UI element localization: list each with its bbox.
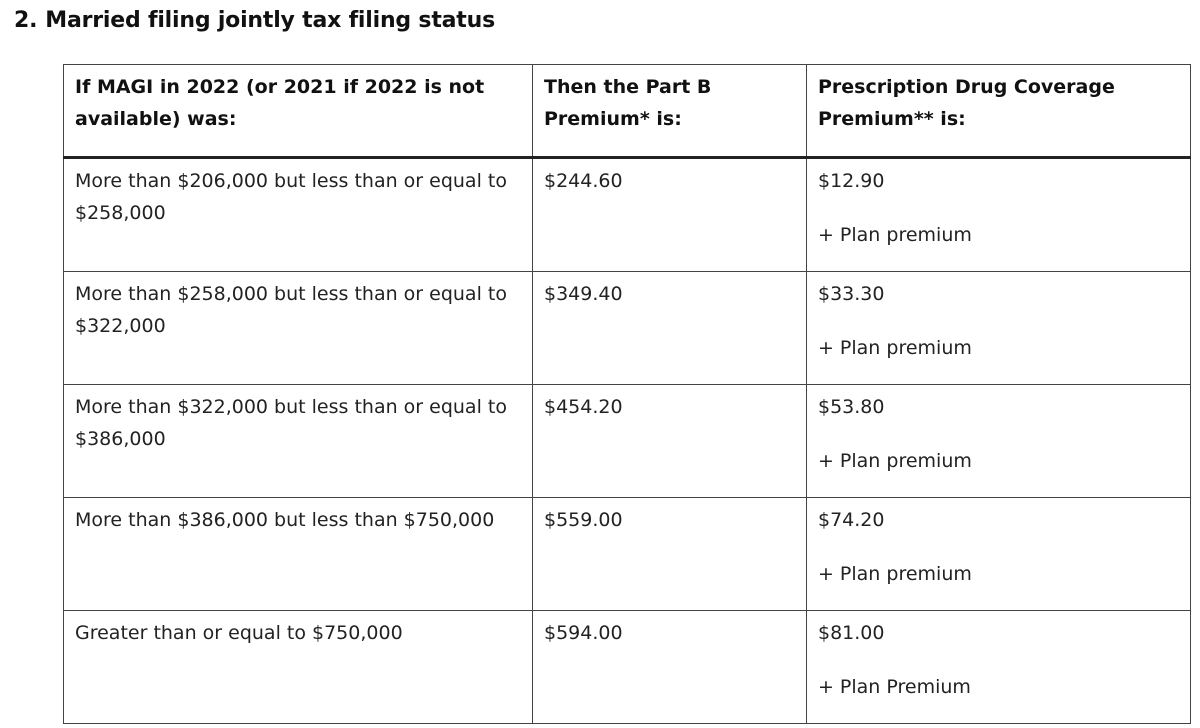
- section-title: Married filing jointly tax filing status: [45, 8, 495, 33]
- part-b-cell: $454.20: [533, 385, 807, 498]
- drug-cell: [807, 385, 1191, 498]
- header-drug-coverage-premium: Prescription Drug Coverage Premium** is:: [807, 65, 1191, 158]
- part-b-cell: $559.00: [533, 498, 807, 611]
- part-b-cell: $594.00: [533, 611, 807, 724]
- section-heading: [14, 8, 495, 33]
- plan-premium-label: Plan premium: [839, 337, 972, 359]
- table-row: [64, 611, 1191, 724]
- drug-cell: [807, 272, 1191, 385]
- table-row: [64, 158, 1191, 272]
- magi-cell: Greater than or equal to $750,000: [64, 611, 533, 724]
- plan-premium-line: [818, 558, 1180, 590]
- drug-premium-value: $74.20: [818, 509, 885, 531]
- plan-premium-label: Plan premium: [839, 563, 972, 585]
- plus-sign: +: [818, 450, 834, 472]
- section-number: 2.: [14, 8, 38, 33]
- plan-premium-line: [818, 332, 1180, 364]
- plus-sign: +: [818, 563, 834, 585]
- plan-premium-label: Plan Premium: [839, 676, 971, 698]
- table-row: [64, 498, 1191, 611]
- plan-premium-label: Plan premium: [839, 224, 972, 246]
- table-row: [64, 272, 1191, 385]
- drug-premium-value: $12.90: [818, 170, 885, 192]
- magi-cell: More than $258,000 but less than or equal to $322,000: [64, 272, 533, 385]
- plan-premium-line: [818, 219, 1180, 251]
- plus-sign: +: [818, 224, 834, 246]
- table-header-row: [64, 65, 1191, 158]
- drug-cell: [807, 498, 1191, 611]
- magi-cell: More than $322,000 but less than or equal to $386,000: [64, 385, 533, 498]
- magi-cell: More than $206,000 but less than or equal to $258,000: [64, 158, 533, 272]
- part-b-cell: $349.40: [533, 272, 807, 385]
- table-row: [64, 385, 1191, 498]
- drug-cell: [807, 611, 1191, 724]
- plan-premium-line: [818, 671, 1180, 703]
- plus-sign: +: [818, 337, 834, 359]
- magi-cell: More than $386,000 but less than $750,000: [64, 498, 533, 611]
- plan-premium-label: Plan premium: [839, 450, 972, 472]
- drug-premium-value: $53.80: [818, 396, 885, 418]
- plan-premium-line: [818, 445, 1180, 477]
- drug-premium-value: $33.30: [818, 283, 885, 305]
- plus-sign: +: [818, 676, 834, 698]
- drug-premium-value: $81.00: [818, 622, 885, 644]
- header-magi: If MAGI in 2022 (or 2021 if 2022 is not available) was:: [64, 65, 533, 158]
- header-part-b-premium: Then the Part B Premium* is:: [533, 65, 807, 158]
- premium-table: [63, 64, 1191, 724]
- drug-cell: [807, 158, 1191, 272]
- part-b-cell: $244.60: [533, 158, 807, 272]
